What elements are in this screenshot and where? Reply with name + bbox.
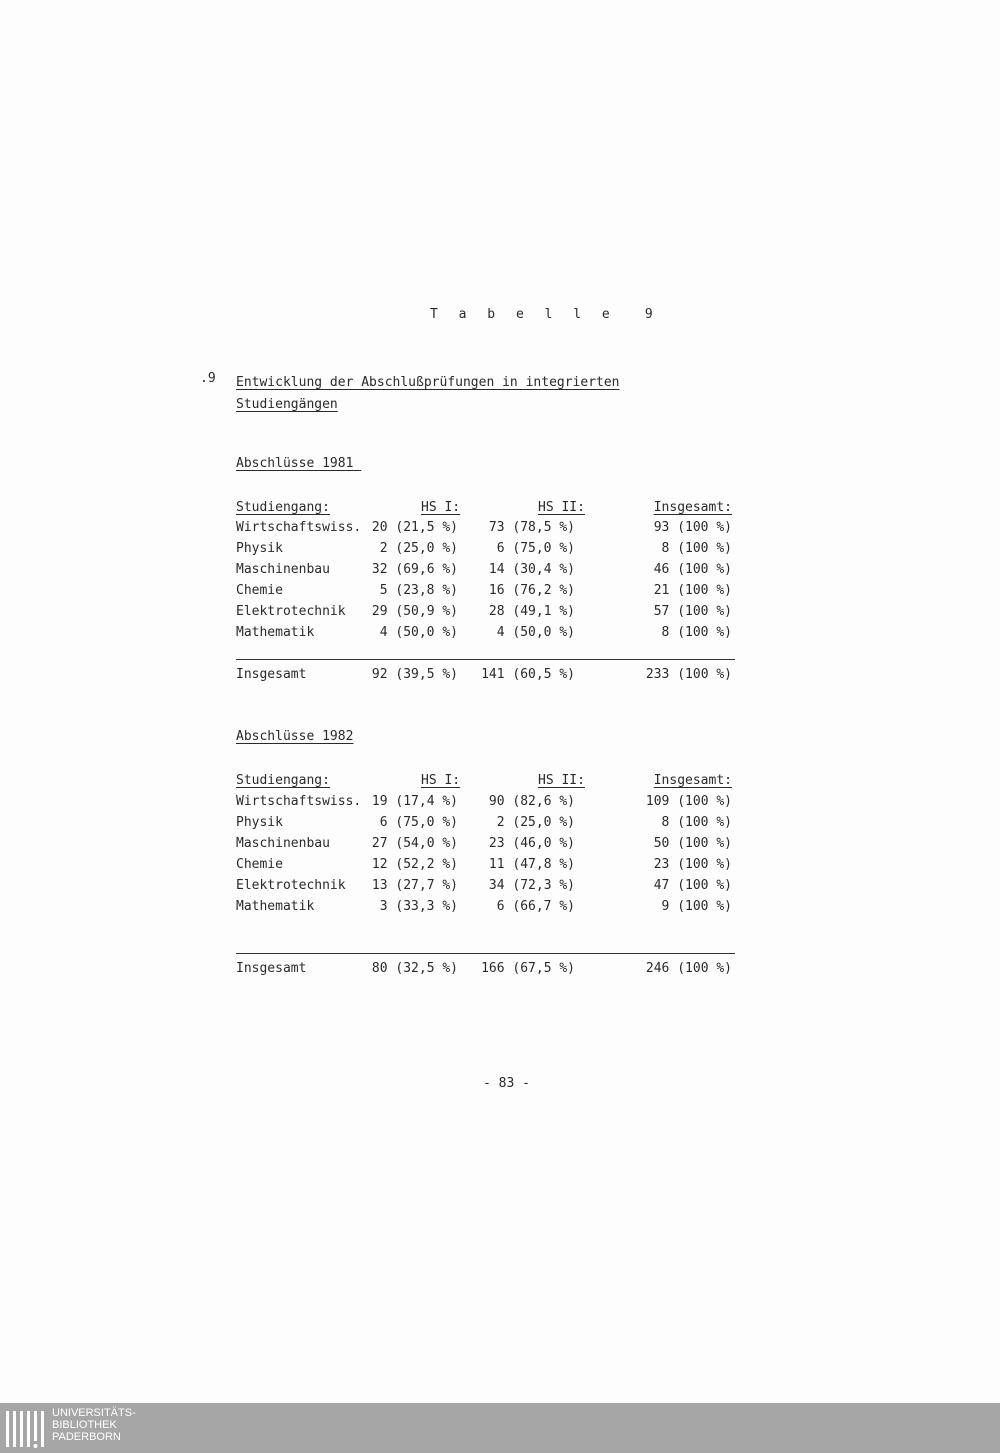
- cell-hs1: 4 (50,0 %): [379, 625, 458, 640]
- table-1982-total-row: [236, 961, 736, 977]
- cell-hs2: 90 (82,6 %): [488, 794, 575, 809]
- cell-studiengang: Mathematik: [236, 625, 315, 640]
- cell-hs2: 73 (78,5 %): [488, 520, 575, 535]
- cell-studiengang: Elektrotechnik: [236, 878, 346, 893]
- cell-studiengang: Elektrotechnik: [236, 604, 346, 619]
- table-row: [236, 583, 736, 599]
- cell-hs2: 11 (47,8 %): [488, 857, 575, 872]
- logo-line-2: BIBLIOTHEK: [52, 1419, 117, 1431]
- table-1982-header-row: [236, 773, 736, 789]
- cell-hs2: 6 (66,7 %): [496, 899, 575, 914]
- table-row: [236, 794, 736, 810]
- cell-total: 8 (100 %): [661, 815, 732, 830]
- cell-total-label: Insgesamt: [236, 961, 307, 976]
- cell-hs2: 2 (25,0 %): [496, 815, 575, 830]
- cell-total-label: Insgesamt: [236, 667, 307, 682]
- logo-line-1: UNIVERSITÄTS-: [52, 1407, 136, 1419]
- table-title: T a b e l l e 9: [430, 307, 660, 322]
- cell-studiengang: Maschinenbau: [236, 836, 330, 851]
- section-title-line-2: Studiengängen: [236, 397, 338, 412]
- cell-studiengang: Maschinenbau: [236, 562, 330, 577]
- cell-total: 246 (100 %): [645, 961, 732, 976]
- table-row: [236, 562, 736, 578]
- cell-total: 47 (100 %): [653, 878, 732, 893]
- cell-total: 57 (100 %): [653, 604, 732, 619]
- cell-hs2: 14 (30,4 %): [488, 562, 575, 577]
- table-row: [236, 857, 736, 873]
- table-row: [236, 520, 736, 536]
- cell-hs2: 34 (72,3 %): [488, 878, 575, 893]
- library-footer: [0, 1403, 1000, 1453]
- cell-hs1: 3 (33,3 %): [379, 899, 458, 914]
- cell-hs1: 32 (69,6 %): [371, 562, 458, 577]
- table-row: [236, 625, 736, 641]
- table-row: [236, 836, 736, 852]
- cell-hs1: 6 (75,0 %): [379, 815, 458, 830]
- cell-studiengang: Physik: [236, 815, 283, 830]
- cell-hs1: 2 (25,0 %): [379, 541, 458, 556]
- table-row: [236, 815, 736, 831]
- logo-line-3: PADERBORN: [52, 1431, 121, 1443]
- cell-hs2: 6 (75,0 %): [496, 541, 575, 556]
- cell-hs1: 12 (52,2 %): [371, 857, 458, 872]
- cell-total: 23 (100 %): [653, 857, 732, 872]
- cell-total: 21 (100 %): [653, 583, 732, 598]
- cell-hs1: 19 (17,4 %): [371, 794, 458, 809]
- cell-studiengang: Wirtschaftswiss.: [236, 794, 362, 809]
- cell-hs2: 23 (46,0 %): [488, 836, 575, 851]
- cell-hs2: 141 (60,5 %): [481, 667, 575, 682]
- column-header-hs2: HS II:: [538, 773, 585, 788]
- cell-studiengang: Chemie: [236, 857, 283, 872]
- cell-hs1: 29 (50,9 %): [371, 604, 458, 619]
- section-number: .9: [200, 371, 216, 386]
- cell-total: 9 (100 %): [661, 899, 732, 914]
- table-1981-divider: [236, 659, 735, 660]
- section-title-line-1: Entwicklung der Abschlußprüfungen in integrierten: [236, 375, 620, 390]
- cell-hs2: 166 (67,5 %): [481, 961, 575, 976]
- cell-studiengang: Wirtschaftswiss.: [236, 520, 362, 535]
- cell-total: 46 (100 %): [653, 562, 732, 577]
- table-row: [236, 541, 736, 557]
- cell-hs1: 5 (23,8 %): [379, 583, 458, 598]
- cell-total: 93 (100 %): [653, 520, 732, 535]
- column-header-insgesamt: Insgesamt:: [653, 773, 732, 788]
- cell-hs2: 4 (50,0 %): [496, 625, 575, 640]
- table-1981-header-row: [236, 500, 736, 516]
- cell-total: 50 (100 %): [653, 836, 732, 851]
- cell-hs1: 27 (54,0 %): [371, 836, 458, 851]
- cell-studiengang: Physik: [236, 541, 283, 556]
- column-header-hs2: HS II:: [538, 500, 585, 515]
- table-1982-heading: Abschlüsse 1982: [236, 729, 354, 744]
- table-1982-divider: [236, 953, 735, 954]
- cell-hs1: 13 (27,7 %): [371, 878, 458, 893]
- column-header-hs1: HS I:: [421, 500, 461, 515]
- table-1981-total-row: [236, 667, 736, 683]
- table-row: [236, 878, 736, 894]
- cell-total: 109 (100 %): [645, 794, 732, 809]
- cell-total: 8 (100 %): [661, 541, 732, 556]
- cell-hs2: 16 (76,2 %): [488, 583, 575, 598]
- table-1981-heading: Abschlüsse 1981: [236, 456, 362, 471]
- cell-total: 233 (100 %): [645, 667, 732, 682]
- cell-hs2: 28 (49,1 %): [488, 604, 575, 619]
- cell-hs1: 92 (39,5 %): [371, 667, 458, 682]
- cell-studiengang: Chemie: [236, 583, 283, 598]
- page-number: - 83 -: [483, 1076, 530, 1091]
- column-header-studiengang: Studiengang:: [236, 773, 330, 788]
- column-header-insgesamt: Insgesamt:: [653, 500, 732, 515]
- cell-studiengang: Mathematik: [236, 899, 315, 914]
- column-header-studiengang: Studiengang:: [236, 500, 330, 515]
- table-row: [236, 604, 736, 620]
- cell-hs1: 80 (32,5 %): [371, 961, 458, 976]
- section-title: [236, 372, 620, 416]
- library-logo-icon: [6, 1409, 46, 1449]
- cell-hs1: 20 (21,5 %): [371, 520, 458, 535]
- library-logo-text: [52, 1407, 136, 1443]
- table-row: [236, 899, 736, 915]
- cell-total: 8 (100 %): [661, 625, 732, 640]
- column-header-hs1: HS I:: [421, 773, 461, 788]
